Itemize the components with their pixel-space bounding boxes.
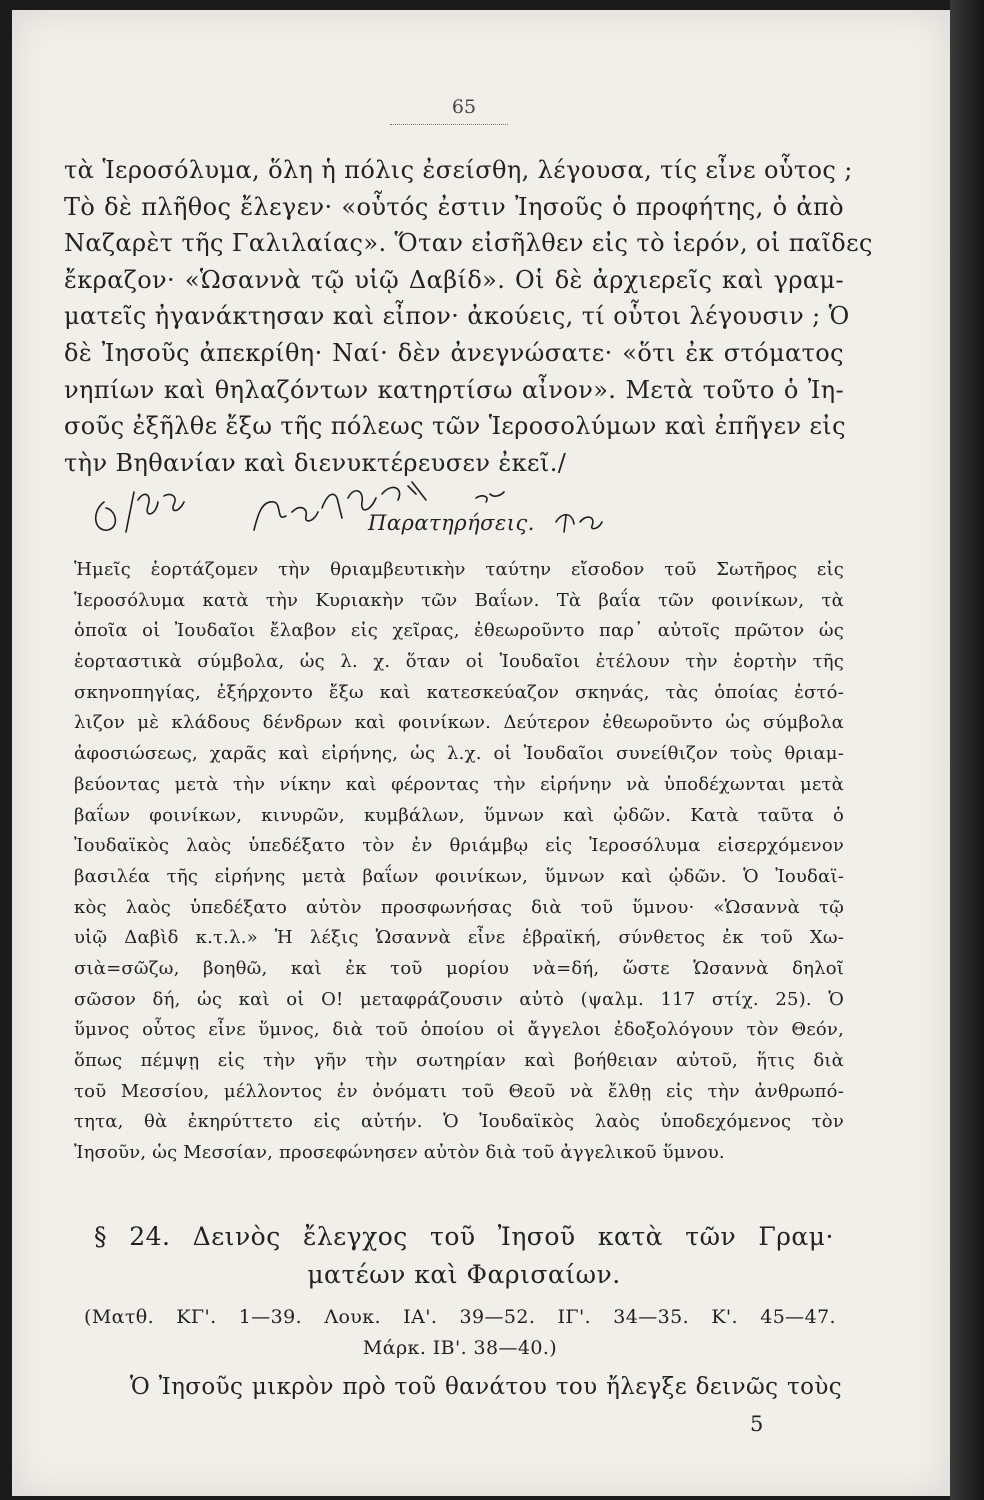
text-line: σιὰ=σῶζω, βοηθῶ, καὶ ἐκ τοῦ μορίου νὰ=δή, ὥστε Ὡσαννὰ δηλοῖ [74,957,844,979]
notes-paragraph [74,555,844,1169]
text-line: ὕμνος οὗτος εἶνε ὕμνος, διὰ τοῦ ὁποίου οἱ ἄγγελοι ἐδοξολόγουν τὸν Θεόν, [74,1019,844,1041]
section-heading-line: ματέων καὶ Φαρισαίων. [307,1260,621,1289]
text-line: βασιλέα τῆς εἰρήνης μετὰ βαΐων φοινίκων, ὕμνων καὶ ᾠδῶν. Ὁ Ἰουδαϊ- [74,865,844,887]
scripture-references [84,1302,836,1364]
text-line: Ἰουδαϊκὸς λαὸς ὑπεδέξατο τὸν ἐν θριάμβῳ εἰς Ἱεροσόλυμα εἰσερχόμενον [74,835,844,857]
reference-line: Μάρκ. ΙΒ'. 38—40.) [362,1337,558,1359]
text-line: ἑορταστικὰ σύμβολα, ὡς λ. χ. ὅταν οἱ Ἰουδαῖοι ἐτέλουν τὴν ἑορτὴν τῆς [74,651,844,673]
section-heading [94,1218,834,1294]
text-line: ὅπως πέμψῃ εἰς τὴν γῆν τὴν σωτηρίαν καὶ βοήθειαν αὐτοῦ, ἥτις διὰ [74,1050,844,1071]
text-line: τοῦ Μεσσίου, μέλλοντος ἐν ὀνόματι τοῦ Θεοῦ νὰ ἔλθῃ εἰς τὴν ἀνθρωπό- [74,1080,844,1102]
text-line: δὲ Ἰησοῦς ἀπεκρίθη· Ναί· δὲν ἀνεγνώσατε· «ὅτι ἐκ στόματος [64,338,844,367]
text-line: ὁποῖα οἱ Ἰουδαῖοι ἔλαβον εἰς χεῖρας, ἐθεωροῦντο παρ᾽ αὐτοῖς πρῶτον ὡς [74,620,844,642]
text-line: νηπίων καὶ θηλαζόντων κατηρτίσω αἶνον». Μετὰ τοῦτο ὁ Ἰη- [64,375,844,404]
text-line: τὰ Ἱεροσόλυμα, ὅλη ἡ πόλις ἐσείσθη, λέγουσα, τίς εἶνε οὗτος ; [64,156,853,184]
reference-line: (Ματθ. ΚΓ'. 1—39. Λουκ. ΙΑ'. 39—52. ΙΓ'. 34—35. Κ'. 45—47. [84,1306,836,1328]
text-line: Τὸ δὲ πλῆθος ἔλεγεν· «οὗτός ἐστιν Ἰησοῦς ὁ προφήτης, ὁ ἀπὸ [64,192,844,221]
text-line: σκηνοπηγίας, ἐξήρχοντο ἔξω καὶ κατεσκεύαζον σκηνάς, τὰς ὁποίας ἐστό- [74,681,844,703]
text-line: βαΐων φοινίκων, κινυρῶν, κυμβάλων, ὕμνων καὶ ᾠδῶν. Κατὰ ταῦτα ὁ [74,804,844,826]
scan-right-edge [950,0,984,1500]
text-line: Ἰησοῦν, ὡς Μεσσίαν, προσεφώνησεν αὐτὸν διὰ τοῦ ἀγγελικοῦ ὕμνου. [74,1142,725,1164]
text-line: ματεῖς ἠγανάκτησαν καὶ εἶπον· ἀκούεις, τί οὗτοι λέγουσιν ; Ὁ [64,302,850,331]
text-line: υἱῷ Δαβὶδ κ.τ.λ.» Ἡ λέξις Ὡσαννὰ εἶνε ἑβραϊκή, σύνθετος ἐκ τοῦ Χω- [74,927,844,949]
signature-mark: 5 [750,1412,764,1436]
text-line: Ἡμεῖς ἑορτάζομεν τὴν θριαμβευτικὴν ταύτην εἴσοδον τοῦ Σωτῆρος εἰς [74,559,844,580]
top-paragraph [64,152,873,481]
text-line: βεύοντας μετὰ τὴν νίκην καὶ φέροντας τὴν εἰρήνην νὰ ὑποδέχωνται μετὰ [74,773,844,795]
text-line: λιζον μὲ κλάδους δένδρων καὶ φοινίκων. Δεύτερον ἐθεωροῦντο ὡς σύμβολα [74,712,844,734]
text-line: σοῦς ἐξῆλθε ἔξω τῆς πόλεως τῶν Ἱεροσολύμων καὶ ἐπῆγεν εἰς [64,412,846,441]
text-line: Ἱεροσόλυμα κατὰ τὴν Κυριακὴν τῶν Βαΐων. Τὰ βαΐα τῶν φοινίκων, τὰ [74,589,844,611]
page-number-rule [390,124,508,125]
final-text-line: Ὁ Ἰησοῦς μικρὸν πρὸ τοῦ θανάτου του ἤλεγξε δεινῶς τοὺς [130,1374,842,1400]
handwriting-scribble [86,472,646,552]
handwritten-annotation [86,472,646,552]
section-title: Παρατηρήσεις. [368,511,535,535]
text-line: τὴν Βηθανίαν καὶ διενυκτέρευσεν ἐκεῖ./ [64,448,567,477]
text-line: Ναζαρὲτ τῆς Γαλιλαίας». Ὅταν εἰσῆλθεν εἰς τὸ ἱερόν, οἱ παῖδες [64,229,873,258]
text-line: κὸς λαὸς ὑπεδέξατο αὐτὸν προσφωνήσας διὰ τοῦ ὕμνου· «Ὡσαννὰ τῷ [74,896,844,918]
page-number: 65 [451,96,477,118]
text-line: σῶσον δή, ὡς καὶ οἱ Ο! μεταφράζουσιν αὐτὸ (ψαλμ. 117 στίχ. 25). Ὁ [74,988,844,1010]
text-line: τητα, θὰ ἐκηρύττετο εἰς αὐτήν. Ὁ Ἰουδαϊκὸς λαὸς ὑποδεχόμενος τὸν [74,1111,844,1133]
text-line: ἔκραζον· «Ὡσαννὰ τῷ υἱῷ Δαβίδ». Οἱ δὲ ἀρχιερεῖς καὶ γραμ- [64,265,844,294]
section-heading-line: § 24. Δεινὸς ἔλεγχος τοῦ Ἰησοῦ κατὰ τῶν Γραμ· [94,1222,834,1251]
document-page [12,10,950,1496]
text-line: ἀφοσιώσεως, χαρᾶς καὶ εἰρήνης, ὡς λ.χ. οἱ Ἰουδαῖοι συνείθιζον τοὺς θριαμ- [74,743,844,765]
